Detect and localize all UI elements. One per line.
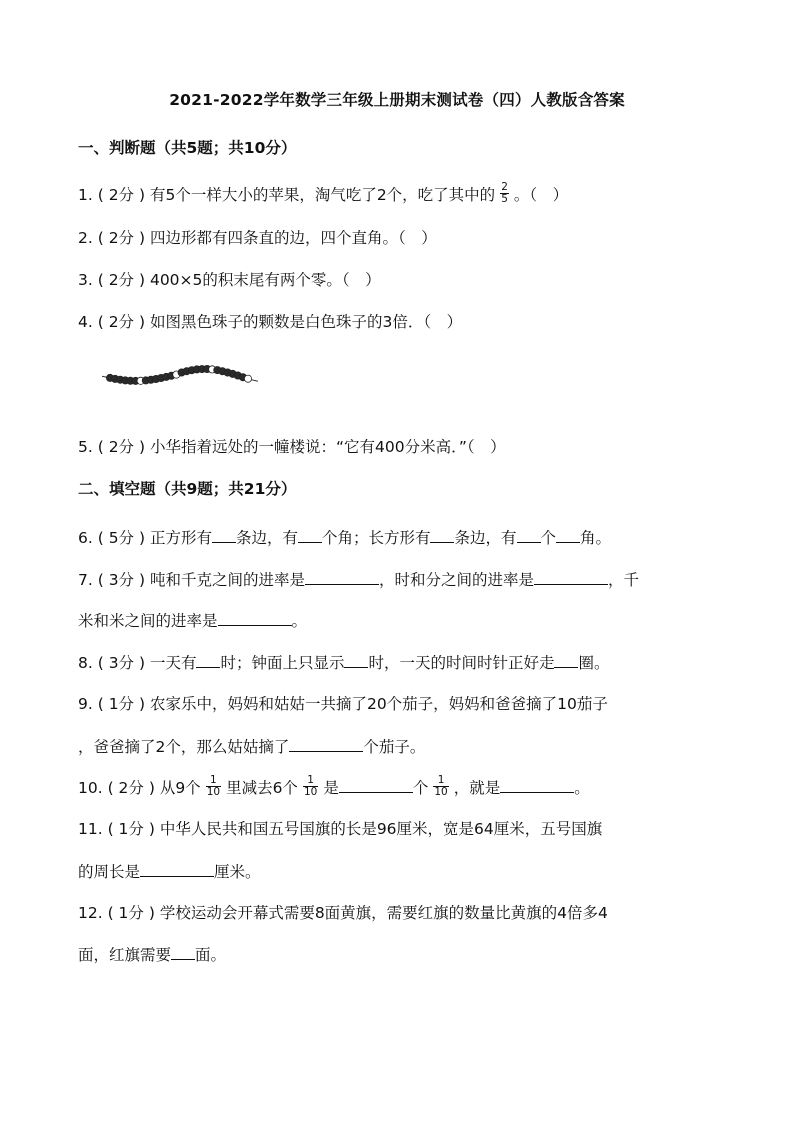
q6-part: 条边，有 [454,529,517,547]
answer-blank[interactable] [556,526,580,543]
q8-part: 圈。 [578,654,610,672]
fraction-two-fifths [500,182,509,205]
question-9-line-2 [78,735,724,758]
q8-part: 时，一天的时间时针正好走 [368,654,555,672]
q8-part: 时；钟面上只显示 [220,654,345,672]
question-3: 3. ( 2分 ) 400×5的积末尾有两个零。（ ） [78,271,381,289]
question-12-line-1: 12. ( 1分 ) 学校运动会开幕式需要8面黄旗，需要红旗的数量比黄旗的4倍多4 [78,904,608,922]
q7-part: 米和米之间的进率是 [78,612,218,630]
q7-part: ，千 [607,571,639,589]
q6-part: 角。 [580,529,612,547]
answer-blank[interactable] [171,943,195,960]
q11-part: 厘米。 [214,863,261,881]
question-10 [78,776,724,800]
question-11-line-2 [78,860,724,883]
beads-group [102,365,258,384]
question-8 [78,651,724,674]
question-9-line-1: 9. ( 1分 ) 农家乐中，妈妈和姑姑一共摘了20个茄子，妈妈和爸爸摘了10茄子 [78,695,608,713]
answer-blank[interactable] [430,526,454,543]
fraction-numerator: 1 [206,775,221,787]
fraction-denominator: 10 [206,786,221,798]
question-7-line-1 [78,568,724,591]
section-heading-fill-blank: 二、填空题（共9题；共21分） [78,480,297,498]
q10-part: 是 [323,779,339,797]
answer-blank[interactable] [305,568,379,585]
q6-part: 个 [540,529,557,547]
page-title: 2021-2022学年数学三年级上册期末测试卷（四）人教版含答案 [169,91,625,109]
q10-part: ，就是 [453,779,501,797]
fraction-numerator: 2 [501,181,508,193]
q10-part: 10. ( 2分 ) 从9个 [78,779,201,797]
section-heading-true-false: 一、判断题（共5题；共10分） [78,139,297,157]
q10-part: 里减去6个 [226,779,298,797]
q6-part: 6. ( 5分 ) 正方形有 [78,529,212,547]
q7-part: 。 [291,612,308,630]
q12-part: 面，红旗需要 [78,946,172,964]
fraction-denominator: 5 [501,193,508,205]
q11-part: 的周长是 [78,863,141,881]
bead-string-figure [102,364,262,398]
fraction-numerator: 1 [303,775,318,787]
q9-part: ，爸爸摘了2个，那么姑姑摘了 [78,738,290,756]
q10-part: 。 [574,779,590,797]
answer-blank[interactable] [196,651,220,668]
answer-blank[interactable] [212,526,236,543]
white-bead [244,375,251,382]
question-1-text: 1. ( 2分 ) 有5个一样大小的苹果，淘气吃了2个，吃了其中的 [78,186,496,204]
answer-blank[interactable] [517,526,541,543]
answer-blank[interactable] [218,609,292,626]
answer-blank[interactable] [140,860,214,877]
question-6 [78,526,724,549]
q7-part: ，时和分之间的进率是 [378,571,534,589]
answer-blank[interactable] [534,568,608,585]
question-12-line-2 [78,943,724,966]
answer-blank[interactable] [500,776,574,793]
answer-blank[interactable] [344,651,368,668]
question-1-tail: 。（ ） [513,186,569,204]
answer-blank[interactable] [554,651,578,668]
question-11-line-1: 11. ( 1分 ) 中华人民共和国五号国旗的长是96厘米，宽是64厘米，五号国旗 [78,820,603,838]
question-5: 5. ( 2分 ) 小华指着远处的一幢楼说：“它有400分米高．”（ ） [78,438,506,456]
question-4: 4. ( 2分 ) 如图黑色珠子的颗数是白色珠子的3倍．（ ） [78,313,463,331]
question-7-line-2 [78,609,724,632]
question-2: 2. ( 2分 ) 四边形都有四条直的边，四个直角。（ ） [78,229,437,247]
fraction-numerator: 1 [433,775,448,787]
answer-blank[interactable] [339,776,413,793]
q12-part: 面。 [195,946,227,964]
answer-blank[interactable] [289,735,363,752]
q8-part: 8. ( 3分 ) 一天有 [78,654,197,672]
q6-part: 条边，有 [235,529,298,547]
q9-part: 个茄子。 [363,738,426,756]
answer-blank[interactable] [298,526,322,543]
fraction-one-tenth [433,775,448,798]
question-1 [78,181,724,207]
q10-part: 个 [412,779,429,797]
fraction-denominator: 10 [303,786,318,798]
q7-part: 7. ( 3分 ) 吨和千克之间的进率是 [78,571,305,589]
fraction-one-tenth [206,775,221,798]
q6-part: 个角；长方形有 [321,529,431,547]
fraction-one-tenth [303,775,318,798]
fraction-denominator: 10 [434,786,448,798]
